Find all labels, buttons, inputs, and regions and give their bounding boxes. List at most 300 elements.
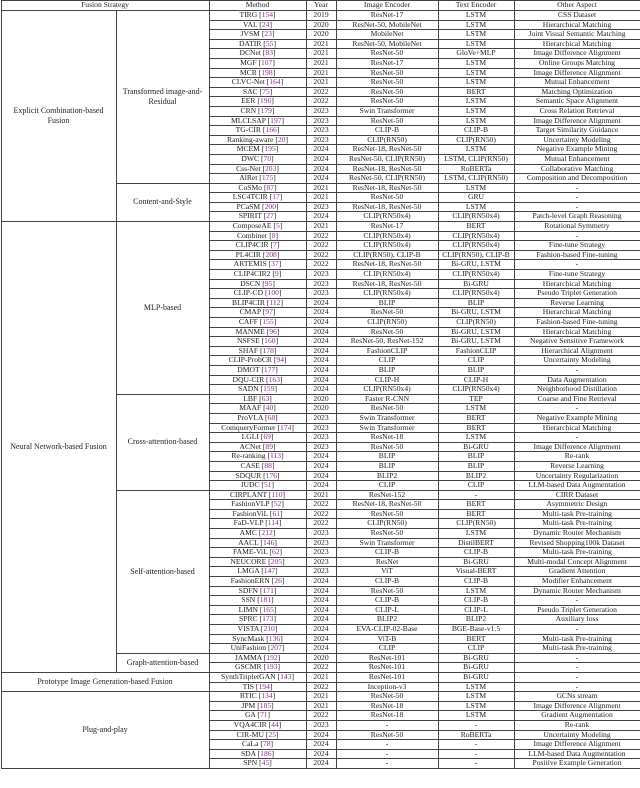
method-cell: MAAF [40]: [209, 404, 306, 414]
method-cell: CIRPLANT [110]: [209, 490, 306, 500]
other-aspect-cell: Patch-level Graph Reasoning: [514, 212, 640, 222]
method-name: IUDC: [240, 480, 260, 490]
citation-link[interactable]: 112: [269, 298, 281, 307]
year-cell: 2024: [306, 174, 336, 184]
citation-link[interactable]: 179: [260, 106, 272, 115]
image-encoder-cell: ResNet-17: [336, 58, 438, 68]
text-encoder-cell: LSTM: [438, 682, 514, 692]
other-aspect-cell: -: [514, 365, 640, 375]
image-encoder-cell: CLIP(RN50x4): [336, 231, 438, 241]
other-aspect-cell: Online Groups Matching: [514, 58, 640, 68]
text-encoder-cell: Bi-GRU: [438, 653, 514, 663]
method-name: FashionViL: [232, 509, 268, 518]
citation-link[interactable]: 110: [271, 490, 283, 499]
sub-strategy-cell: Self-attention-based: [116, 490, 209, 653]
citation-link[interactable]: 176: [265, 471, 278, 480]
method-cell: TIS [194]: [209, 682, 306, 692]
method-name: CLIP4CIR: [235, 240, 269, 250]
other-aspect-cell: Multi-modal Concept Alignment: [514, 557, 640, 567]
method-name: DSCN: [240, 279, 261, 288]
year-cell: 2023: [306, 202, 336, 212]
citation-link[interactable]: 71: [259, 710, 268, 720]
citation-link[interactable]: 5: [275, 221, 280, 231]
other-aspect-cell: Auxiliary loss: [514, 615, 640, 625]
citation-link[interactable]: 113: [270, 451, 282, 461]
citation-link[interactable]: 205: [270, 557, 283, 566]
citation-link[interactable]: 20: [277, 135, 286, 144]
citation-link[interactable]: 146: [262, 538, 275, 547]
citation-link[interactable]: 95: [264, 279, 273, 288]
method-name: SAC: [242, 87, 258, 96]
year-cell: 2023: [306, 529, 336, 539]
text-encoder-cell: LSTM: [438, 529, 514, 539]
year-cell: 2022: [306, 519, 336, 529]
citation-link[interactable]: 212: [261, 528, 273, 538]
header-image-encoder: Image Encoder: [336, 1, 438, 11]
method-name: MGF: [240, 58, 257, 67]
method-name: VAL: [243, 20, 258, 29]
text-encoder-cell: LSTM: [438, 68, 514, 78]
method-name: MCR: [239, 68, 257, 77]
other-aspect-cell: LLM-based Data Augmentation: [514, 481, 640, 491]
year-cell: 2024: [306, 452, 336, 462]
other-aspect-cell: LLM-based Data Augmentation: [514, 749, 640, 759]
table-body: [1, 11, 640, 769]
citation-link[interactable]: 62: [271, 547, 280, 557]
citation-link[interactable]: 75: [262, 87, 270, 96]
citation-link[interactable]: 70: [263, 154, 272, 163]
year-cell: 2024: [306, 212, 336, 222]
citation-link[interactable]: 88: [264, 461, 272, 470]
citation-link[interactable]: 97: [265, 307, 273, 317]
text-encoder-cell: LSTM: [438, 11, 514, 21]
text-encoder-cell: TEP: [438, 394, 514, 404]
text-encoder-cell: LSTM: [438, 58, 514, 68]
citation-link[interactable]: 69: [263, 432, 271, 442]
other-aspect-cell: Revised Shopping100k Dataset: [514, 538, 640, 548]
method-name: JVSM: [240, 29, 260, 39]
image-encoder-cell: ResNet-18: [336, 711, 438, 721]
image-encoder-cell: ResNet-50: [336, 692, 438, 702]
method-cell: BLIP4CIR [112]: [209, 298, 306, 308]
method-cell: CLIP4CIR [7]: [209, 241, 306, 251]
citation-link[interactable]: 177: [263, 365, 276, 374]
citation-link[interactable]: 178: [262, 346, 274, 355]
method-name: CRN: [240, 106, 257, 115]
method-cell: VQA4CIR [44]: [209, 720, 306, 730]
text-encoder-cell: BERT: [438, 634, 514, 644]
method-name: FashionVLP: [231, 499, 270, 509]
year-cell: 2021: [306, 49, 336, 59]
image-encoder-cell: ResNet-50: [336, 308, 438, 318]
citation-link[interactable]: 208: [265, 250, 277, 259]
method-cell: Re-ranking [113]: [209, 452, 306, 462]
citation-link[interactable]: 203: [265, 164, 277, 173]
citation-link[interactable]: 8: [271, 231, 276, 240]
citation-link[interactable]: 17: [272, 192, 280, 202]
method-cell: SSN [181]: [209, 596, 306, 606]
citation-link[interactable]: 78: [262, 739, 271, 749]
text-encoder-cell: LSTM: [438, 433, 514, 443]
other-aspect-cell: Multi-task Pre-training: [514, 519, 640, 529]
method-name: SDA: [240, 749, 256, 758]
method-name: VISTA: [237, 624, 259, 633]
other-aspect-cell: -: [514, 433, 640, 443]
image-encoder-cell: ResNet-50, CLIP(RN50): [336, 154, 438, 164]
image-encoder-cell: ResNet-50: [336, 586, 438, 596]
table-header-row: [1, 1, 640, 11]
other-aspect-cell: Dynamic Router Mechanism: [514, 529, 640, 539]
citation-link[interactable]: 175: [261, 173, 274, 183]
other-aspect-cell: Uncertainty Modeling: [514, 730, 640, 740]
text-encoder-cell: BLIP2: [438, 471, 514, 481]
citation-link[interactable]: 159: [263, 384, 275, 394]
method-name: CLVC-Net: [231, 77, 265, 87]
year-cell: 2022: [306, 500, 336, 510]
method-name: GSCMR: [235, 662, 262, 672]
method-cell: TIRG [154]: [209, 11, 306, 21]
text-encoder-cell: BERT: [438, 222, 514, 232]
image-encoder-cell: ResNet-50, MobileNet: [336, 20, 438, 30]
method-name: CLIP-ProbCR: [228, 355, 272, 365]
citation-link[interactable]: 26: [274, 576, 282, 586]
citation-link[interactable]: 136: [268, 634, 281, 643]
image-encoder-cell: BLIP: [336, 452, 438, 462]
method-cell: Ranking-aware [20]: [209, 135, 306, 145]
year-cell: 2022: [306, 241, 336, 251]
year-cell: 2022: [306, 260, 336, 270]
year-cell: 2024: [306, 337, 336, 347]
citation-link[interactable]: 207: [270, 643, 282, 653]
citation-link[interactable]: 55: [265, 39, 274, 48]
method-cell: SDFN [171]: [209, 586, 306, 596]
citation-link[interactable]: 185: [259, 701, 272, 710]
image-encoder-cell: Swin Transformer: [336, 106, 438, 116]
method-name: LIMN: [238, 605, 259, 614]
citation-link[interactable]: 166: [265, 125, 277, 135]
citation-link[interactable]: 51: [263, 480, 272, 490]
fusion-strategy-cell: Plug-and-play: [1, 692, 209, 769]
citation-link[interactable]: 96: [269, 327, 277, 336]
image-encoder-cell: CLIP-B: [336, 577, 438, 587]
year-cell: 2020: [306, 394, 336, 404]
year-cell: 2021: [306, 490, 336, 500]
citation-link[interactable]: 196: [259, 96, 272, 106]
image-encoder-cell: ResNet-18, ResNet-50: [336, 202, 438, 212]
citation-link[interactable]: 194: [258, 682, 270, 691]
year-cell: 2024: [306, 318, 336, 328]
other-aspect-cell: Gradient Attention: [514, 567, 640, 577]
fusion-strategy-cell: Explicit Combination-based Fusion: [1, 11, 116, 222]
method-cell: SynthTripletGAN [143]: [209, 672, 306, 682]
year-cell: 2023: [306, 442, 336, 452]
method-name: CLIP4CIR2: [233, 269, 271, 279]
text-encoder-cell: LSTM: [438, 183, 514, 193]
other-aspect-cell: Negative Example Mining: [514, 413, 640, 423]
citation-link[interactable]: 173: [262, 614, 274, 624]
text-encoder-cell: CLIP-H: [438, 375, 514, 385]
other-aspect-cell: Hierarchical Matching: [514, 279, 640, 289]
sub-strategy-cell: Cross-attention-based: [116, 394, 209, 490]
method-cell: ComqueryFormer [174]: [209, 423, 306, 433]
image-encoder-cell: -: [336, 759, 438, 769]
other-aspect-cell: Data Augmentation: [514, 375, 640, 385]
method-name: LBF: [243, 394, 258, 403]
year-cell: 2021: [306, 78, 336, 88]
citation-link[interactable]: 27: [266, 211, 274, 221]
other-aspect-cell: -: [514, 193, 640, 203]
citation-link[interactable]: 9: [274, 269, 279, 279]
year-cell: 2022: [306, 97, 336, 107]
method-name: GA: [244, 710, 256, 720]
other-aspect-cell: -: [514, 653, 640, 663]
method-cell: CLIP4CIR2 [9]: [209, 270, 306, 280]
citation-link[interactable]: 210: [263, 624, 275, 633]
image-encoder-cell: ResNet-101: [336, 672, 438, 682]
year-cell: 2021: [306, 39, 336, 49]
image-encoder-cell: CLIP(RN50), CLIP-B: [336, 250, 438, 260]
method-cell: VAL [24]: [209, 20, 306, 30]
citation-link[interactable]: 163: [268, 375, 280, 384]
method-cell: CIR-MU [25]: [209, 730, 306, 740]
year-cell: 2023: [306, 548, 336, 558]
method-name: CASE: [240, 461, 260, 470]
citation-link[interactable]: 164: [269, 77, 281, 87]
image-encoder-cell: BLIP2: [336, 471, 438, 481]
citation-link[interactable]: 68: [267, 413, 276, 422]
image-encoder-cell: -: [336, 740, 438, 750]
method-name: FashionERN: [230, 576, 270, 586]
citation-link[interactable]: 165: [262, 605, 274, 614]
text-encoder-cell: CLIP-B: [438, 577, 514, 587]
text-encoder-cell: CLIP(RN50): [438, 318, 514, 328]
year-cell: 2021: [306, 701, 336, 711]
method-cell: AMC [212]: [209, 529, 306, 539]
other-aspect-cell: Pseudo Triplet Generation: [514, 289, 640, 299]
year-cell: 2024: [306, 471, 336, 481]
other-aspect-cell: -: [514, 596, 640, 606]
header-year: Year: [306, 1, 336, 11]
method-name: Css-Net: [236, 164, 261, 173]
other-aspect-cell: Semantic Space Alignment: [514, 97, 640, 107]
year-cell: 2023: [306, 433, 336, 443]
other-aspect-cell: -: [514, 202, 640, 212]
image-encoder-cell: CLIP-B: [336, 596, 438, 606]
citation-link[interactable]: 154: [261, 10, 274, 19]
method-cell: SHAF [178]: [209, 346, 306, 356]
other-aspect-cell: Neighborhood Distillation: [514, 385, 640, 395]
year-cell: 2023: [306, 135, 336, 145]
other-aspect-cell: Image Difference Alignment: [514, 49, 640, 59]
year-cell: 2022: [306, 663, 336, 673]
citation-link[interactable]: 197: [270, 116, 282, 125]
method-cell: LSC4TCIR [17]: [209, 193, 306, 203]
method-cell: FashionVLP [52]: [209, 500, 306, 510]
method-cell: SADN [159]: [209, 385, 306, 395]
citation-link[interactable]: 174: [279, 423, 292, 432]
citation-link[interactable]: 147: [263, 566, 276, 576]
year-cell: 2024: [306, 740, 336, 750]
method-name: ARTEMIS: [233, 259, 267, 269]
other-aspect-cell: -: [514, 404, 640, 414]
method-cell: CaLa [78]: [209, 740, 306, 750]
other-aspect-cell: Image Difference Alignment: [514, 68, 640, 78]
image-encoder-cell: BLIP2: [336, 615, 438, 625]
text-encoder-cell: BERT: [438, 87, 514, 97]
year-cell: 2024: [306, 644, 336, 654]
citation-link[interactable]: 186: [260, 749, 272, 758]
text-encoder-cell: DistilBERT: [438, 538, 514, 548]
year-cell: 2024: [306, 308, 336, 318]
method-name: CMAP: [239, 307, 261, 317]
citation-link[interactable]: 181: [259, 595, 272, 605]
image-encoder-cell: CLIP(RN50): [336, 519, 438, 529]
text-encoder-cell: CLIP(RN50x4): [438, 231, 514, 241]
year-cell: 2021: [306, 193, 336, 203]
sub-strategy-cell: Transformed image-and-Residual: [116, 11, 209, 184]
other-aspect-cell: Matching Optimization: [514, 87, 640, 97]
citation-link[interactable]: 193: [266, 662, 278, 672]
method-name: JAMMA: [234, 653, 262, 662]
citation-link[interactable]: 23: [264, 29, 272, 39]
image-encoder-cell: ResNet-50: [336, 49, 438, 59]
year-cell: 2024: [306, 730, 336, 740]
image-encoder-cell: ResNet-18, ResNet-50: [336, 279, 438, 289]
text-encoder-cell: BLIP: [438, 461, 514, 471]
year-cell: 2020: [306, 20, 336, 30]
method-cell: UniFashion [207]: [209, 644, 306, 654]
citation-link[interactable]: 160: [264, 336, 276, 346]
citation-link[interactable]: 171: [262, 586, 274, 595]
method-name: CoSMo: [238, 183, 263, 192]
year-cell: 2024: [306, 759, 336, 769]
text-encoder-cell: LSTM: [438, 97, 514, 107]
citation-link[interactable]: 195: [264, 144, 276, 154]
citation-link[interactable]: 45: [261, 758, 270, 768]
text-encoder-cell: -: [438, 759, 514, 769]
year-cell: 2024: [306, 154, 336, 164]
citation-link[interactable]: 44: [271, 720, 279, 729]
citation-link[interactable]: 40: [265, 403, 274, 413]
text-encoder-cell: BLIP: [438, 298, 514, 308]
method-cell: Combiner [8]: [209, 231, 306, 241]
method-name: MCEM: [236, 144, 260, 154]
text-encoder-cell: CLIP-L: [438, 605, 514, 615]
year-cell: 2023: [306, 126, 336, 136]
text-encoder-cell: CLIP-B: [438, 126, 514, 136]
citation-link[interactable]: 89: [265, 442, 274, 451]
other-aspect-cell: Hierarchical Matching: [514, 308, 640, 318]
image-encoder-cell: ViT-B: [336, 634, 438, 644]
citation-link[interactable]: 63: [261, 394, 270, 403]
year-cell: 2024: [306, 327, 336, 337]
image-encoder-cell: BLIP: [336, 365, 438, 375]
citation-link[interactable]: 7: [273, 240, 277, 250]
citation-link[interactable]: 200: [264, 202, 276, 211]
text-encoder-cell: RoBERTa: [438, 730, 514, 740]
text-encoder-cell: LSTM: [438, 586, 514, 596]
image-encoder-cell: ResNet-50: [336, 97, 438, 107]
year-cell: 2024: [306, 586, 336, 596]
method-name: ComposeAE: [232, 221, 272, 231]
citation-link[interactable]: 143: [280, 672, 292, 681]
other-aspect-cell: Hierarchical Matching: [514, 327, 640, 337]
image-encoder-cell: EVA-CLIP-02-Base: [336, 625, 438, 635]
citation-link[interactable]: 37: [271, 259, 279, 269]
citation-link[interactable]: 83: [265, 48, 274, 58]
method-name: SPRC: [239, 614, 258, 624]
citation-link[interactable]: 198: [261, 68, 273, 77]
image-encoder-cell: Inception-v3: [336, 682, 438, 692]
citation-link[interactable]: 25: [268, 730, 276, 739]
citation-link[interactable]: 134: [261, 691, 273, 701]
method-cell: Css-Net [203]: [209, 164, 306, 174]
method-name: MANME: [235, 327, 265, 336]
image-encoder-cell: ResNet-18, ResNet-50: [336, 183, 438, 193]
text-encoder-cell: Bi-GRU: [438, 442, 514, 452]
method-cell: FashionERN [26]: [209, 577, 306, 587]
other-aspect-cell: Mutual Enhancement: [514, 78, 640, 88]
method-cell: JVSM [23]: [209, 30, 306, 40]
citation-link[interactable]: 52: [273, 499, 282, 509]
citation-link[interactable]: 192: [266, 653, 278, 662]
year-cell: 2019: [306, 11, 336, 21]
citation-link[interactable]: 114: [267, 518, 279, 528]
image-encoder-cell: ResNet-18: [336, 433, 438, 443]
method-cell: CLIP-CD [100]: [209, 289, 306, 299]
image-encoder-cell: ResNet-17: [336, 11, 438, 21]
method-cell: PCaSM [200]: [209, 202, 306, 212]
method-cell: GSCMR [193]: [209, 663, 306, 673]
fusion-strategy-cell: Prototype Image Generation-based Fusion: [1, 672, 209, 691]
text-encoder-cell: BGE-Base-v1.5: [438, 625, 514, 635]
citation-link[interactable]: 87: [266, 183, 275, 192]
method-name: CIRPLANT: [229, 490, 267, 499]
image-encoder-cell: CLIP(RN50x4): [336, 212, 438, 222]
method-cell: ComposeAE [5]: [209, 222, 306, 232]
method-cell: AlRet [175]: [209, 174, 306, 184]
method-name: DATIR: [239, 39, 262, 48]
other-aspect-cell: -: [514, 682, 640, 692]
other-aspect-cell: -: [514, 183, 640, 193]
method-cell: NSFSE [160]: [209, 337, 306, 347]
image-encoder-cell: ResNet-50: [336, 68, 438, 78]
method-cell: LMGA [147]: [209, 567, 306, 577]
sub-strategy-cell: Graph-attention-based: [116, 653, 209, 672]
image-encoder-cell: CLIP: [336, 481, 438, 491]
citation-link[interactable]: 107: [261, 58, 273, 67]
citation-link[interactable]: 155: [262, 317, 274, 326]
method-cell: CoSMo [87]: [209, 183, 306, 193]
citation-link[interactable]: 94: [276, 355, 284, 365]
method-cell: CRN [179]: [209, 106, 306, 116]
method-cell: SyncMask [136]: [209, 634, 306, 644]
other-aspect-cell: Target Similarity Guidance: [514, 126, 640, 136]
method-name: FAME-ViL: [232, 547, 268, 557]
citation-link[interactable]: 100: [267, 288, 279, 298]
year-cell: 2023: [306, 567, 336, 577]
citation-link[interactable]: 61: [272, 509, 281, 518]
method-cell: CMAP [97]: [209, 308, 306, 318]
citation-link[interactable]: 24: [261, 20, 270, 29]
text-encoder-cell: Bi-GRU, LSTM: [438, 327, 514, 337]
method-name: SSN: [241, 595, 256, 605]
image-encoder-cell: Swin Transformer: [336, 413, 438, 423]
text-encoder-cell: CLIP-B: [438, 596, 514, 606]
text-encoder-cell: CLIP(RN50x4): [438, 241, 514, 251]
other-aspect-cell: -: [514, 672, 640, 682]
image-encoder-cell: ResNet-50, MobileNet: [336, 39, 438, 49]
